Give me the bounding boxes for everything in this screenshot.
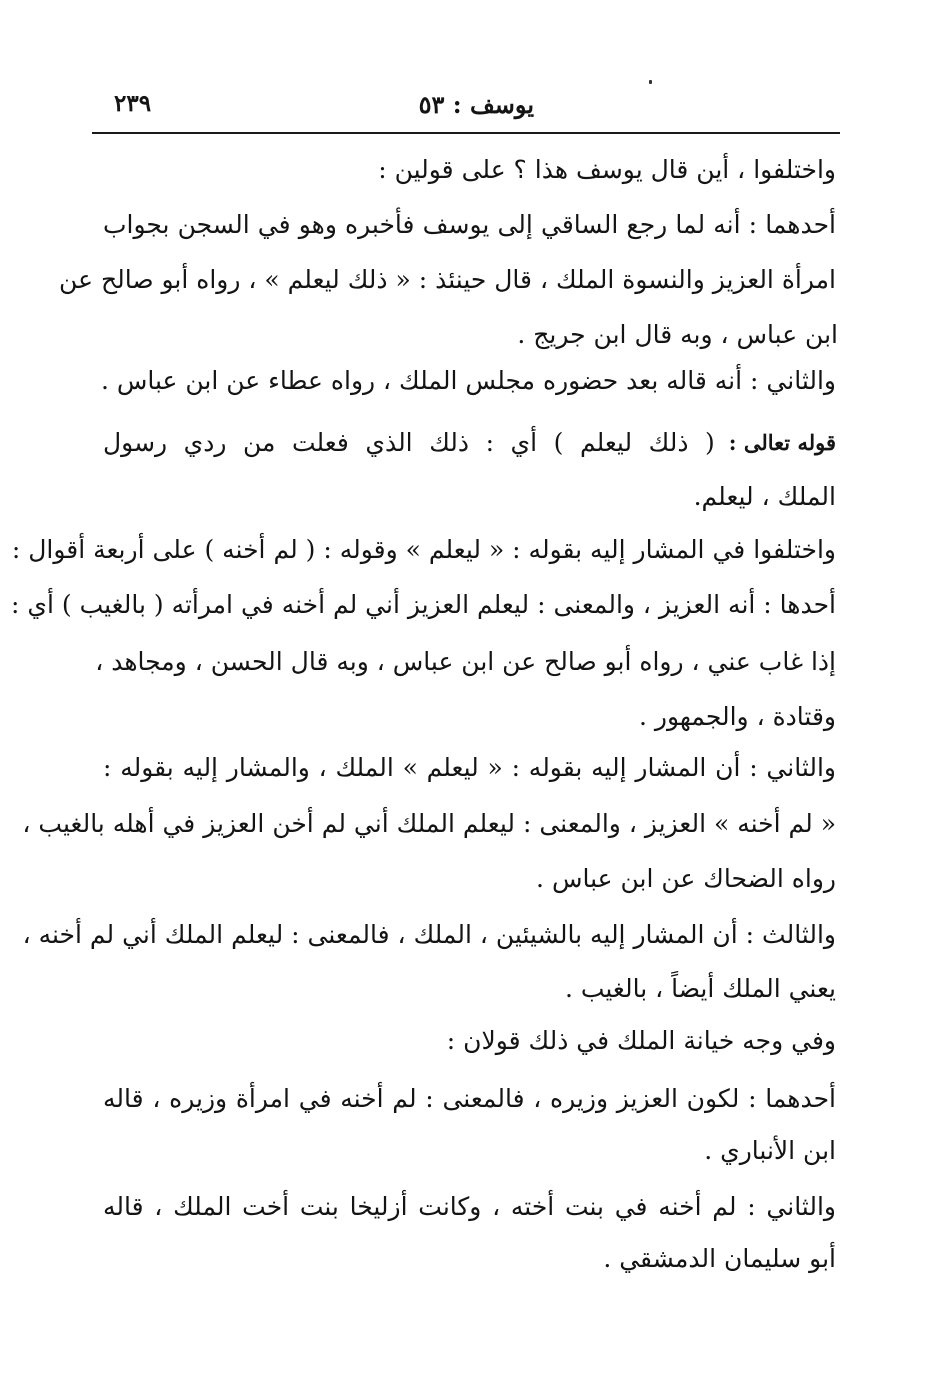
running-head-surah: يوسف : ٥٣ [418,90,534,119]
text-line: إذا غاب عني ، رواه أبو صالح عن ابن عباس ، وبه قال الحسن ، ومجاهد ، [95,647,836,676]
page-header [92,90,840,130]
text-line: الملك ، ليعلم. [693,482,836,511]
text-line: رواه الضحاك عن ابن عباس . [536,864,836,893]
text-line: وقتادة ، والجمهور . [638,702,836,731]
text-line: أحدهما : أنه لما رجع الساقي إلى يوسف فأخبره وهو في السجن بجواب [103,210,836,239]
text-line: امرأة العزيز والنسوة الملك ، قال حينئذ : « ذلك ليعلم » ، رواه أبو صالح عن [59,265,836,294]
text-line: واختلفوا ، أين قال يوسف هذا ؟ على قولين : [378,155,836,184]
text-line: ابن الأنباري . [704,1136,836,1165]
text-line: « لم أخنه » العزيز ، والمعنى : ليعلم الملك أني لم أخن العزيز في أهله بالغيب ، [22,809,836,838]
text-line: يعني الملك أيضاً ، بالغيب . [564,974,836,1003]
verse-keyword: قوله تعالى : [728,430,836,455]
text-line-keyword [103,418,836,468]
text-line: والثاني : أنه قاله بعد حضوره مجلس الملك ، رواه عطاء عن ابن عباس . [100,366,836,395]
text-line: وفي وجه خيانة الملك في ذلك قولان : [446,1026,836,1055]
text-line: أحدها : أنه العزيز ، والمعنى : ليعلم العزيز أني لم أخنه في امرأته ( بالغيب ) أي : [11,590,836,619]
text-line: أبو سليمان الدمشقي . [603,1244,836,1273]
print-mark [649,80,652,84]
text-line: والثالث : أن المشار إليه بالشيئين ، الملك ، فالمعنى : ليعلم الملك أني لم أخنه ، [22,920,836,949]
page-number: ٢٣٩ [114,90,152,117]
text-line: والثاني : أن المشار إليه بقوله : « ليعلم » الملك ، والمشار إليه بقوله : [103,753,836,782]
header-rule [92,132,840,134]
text-line: والثاني : لم أخنه في بنت أخته ، وكانت أزليخا بنت أخت الملك ، قاله [103,1192,836,1221]
verse-text: ( ذلك ليعلم ) أي : ذلك الذي فعلت من ردي رسول [103,428,715,457]
text-line: أحدهما : لكون العزيز وزيره ، فالمعنى : لم أخنه في امرأة وزيره ، قاله [103,1084,836,1113]
text-line: واختلفوا في المشار إليه بقوله : « ليعلم » وقوله : ( لم أخنه ) على أربعة أقوال : [11,535,836,564]
text-line: ابن عباس ، وبه قال ابن جريج . [517,320,838,349]
